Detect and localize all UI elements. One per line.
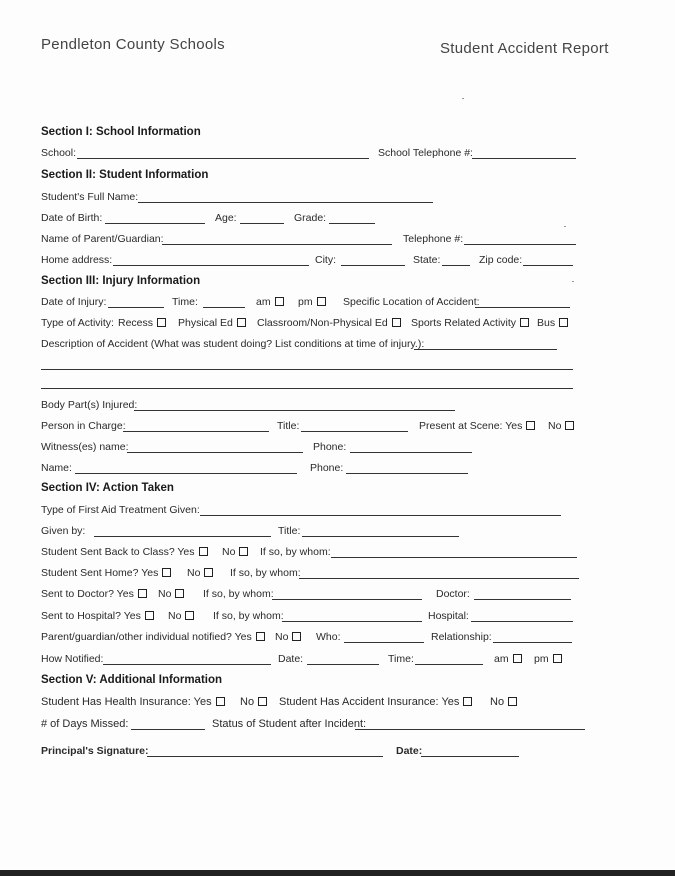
doctor-label: Doctor: xyxy=(436,588,470,600)
sent-doctor-yes-checkbox[interactable] xyxy=(138,589,147,598)
hospital-field[interactable] xyxy=(471,621,573,622)
classroom-option[interactable] xyxy=(257,317,401,329)
sent-hospital-no-option[interactable] xyxy=(168,610,194,622)
sent-home-label: Student Sent Home? Yes xyxy=(41,567,159,579)
back-class-no-option[interactable] xyxy=(222,546,248,558)
notified-am-label: am xyxy=(494,653,509,665)
location-field[interactable] xyxy=(475,307,570,308)
relationship-field[interactable] xyxy=(493,642,572,643)
notified-label: Parent/guardian/other individual notified? Yes xyxy=(41,631,252,643)
status-after-label: Status of Student after Incident: xyxy=(212,718,367,730)
injury-time-label: Time: xyxy=(172,296,198,308)
witness-2-name-field[interactable] xyxy=(75,473,297,474)
sent-home-yes-option[interactable] xyxy=(41,567,171,579)
accident-ins-no-option[interactable] xyxy=(490,696,517,708)
state-field[interactable] xyxy=(442,265,470,266)
health-ins-yes-checkbox[interactable] xyxy=(216,697,225,706)
school-phone-field[interactable] xyxy=(472,158,576,159)
witness-label: Witness(es) name: xyxy=(41,441,129,453)
classroom-label: Classroom/Non-Physical Ed xyxy=(257,317,388,329)
doctor-field[interactable] xyxy=(474,599,571,600)
notified-pm-option[interactable] xyxy=(534,653,562,665)
home-address-field[interactable] xyxy=(113,265,309,266)
health-ins-no-checkbox[interactable] xyxy=(258,697,267,706)
body-parts-label: Body Part(s) Injured: xyxy=(41,399,138,411)
sports-label: Sports Related Activity xyxy=(411,317,517,329)
section-5-heading: Section V: Additional Information xyxy=(41,674,223,686)
witness-2-phone-label: Phone: xyxy=(310,462,344,474)
who-label: Who: xyxy=(316,631,341,643)
pe-option[interactable] xyxy=(178,317,246,329)
school-phone-label: School Telephone #: xyxy=(378,147,473,159)
present-no-option[interactable] xyxy=(548,420,574,432)
full-name-field[interactable] xyxy=(138,202,433,203)
first-aid-label: Type of First Aid Treatment Given: xyxy=(41,504,200,516)
health-ins-no-label: No xyxy=(240,696,255,708)
hospital-label: Hospital: xyxy=(428,610,469,622)
body-parts-field[interactable] xyxy=(134,410,455,411)
recess-checkbox[interactable] xyxy=(157,318,166,327)
sent-doctor-yes-option[interactable] xyxy=(41,588,147,600)
person-title-label: Title: xyxy=(277,420,300,432)
bus-checkbox[interactable] xyxy=(559,318,568,327)
am-label: am xyxy=(256,296,271,308)
sent-doctor-label: Sent to Doctor? Yes xyxy=(41,588,134,600)
given-by-title-field[interactable] xyxy=(302,536,459,537)
first-aid-field[interactable] xyxy=(200,515,561,516)
sent-home-no-checkbox[interactable] xyxy=(204,568,213,577)
recess-label: Recess xyxy=(118,317,154,329)
sports-option[interactable] xyxy=(411,317,529,329)
city-label: City: xyxy=(315,254,336,266)
given-by-title-label: Title: xyxy=(278,525,301,537)
location-label: Specific Location of Accident: xyxy=(343,296,480,308)
notified-am-checkbox[interactable] xyxy=(513,654,522,663)
description-field[interactable] xyxy=(414,349,557,350)
back-class-yes-option[interactable] xyxy=(41,546,208,558)
home-address-label: Home address: xyxy=(41,254,113,266)
zip-label: Zip code: xyxy=(479,254,523,266)
sent-doctor-no-label: No xyxy=(158,588,172,600)
sent-hospital-no-checkbox[interactable] xyxy=(185,611,194,620)
scan-speck xyxy=(462,98,464,99)
accident-ins-yes-checkbox[interactable] xyxy=(463,697,472,706)
state-label: State: xyxy=(413,254,441,266)
present-no-label: No xyxy=(548,420,562,432)
how-notified-field[interactable] xyxy=(103,664,271,665)
notified-am-option[interactable] xyxy=(494,653,522,665)
notified-time-label: Time: xyxy=(388,653,414,665)
witness-phone-field[interactable] xyxy=(350,452,472,453)
notified-yes-checkbox[interactable] xyxy=(256,632,265,641)
witness-field[interactable] xyxy=(127,452,303,453)
back-class-no-checkbox[interactable] xyxy=(239,547,248,556)
section-2-heading: Section II: Student Information xyxy=(41,169,209,181)
back-class-label: Student Sent Back to Class? Yes xyxy=(41,546,195,558)
witness-phone-label: Phone: xyxy=(313,441,347,453)
notified-time-field[interactable] xyxy=(415,664,483,665)
notified-no-option[interactable] xyxy=(275,631,301,643)
school-field[interactable] xyxy=(77,158,369,159)
sent-hospital-yes-option[interactable] xyxy=(41,610,154,622)
activity-label: Type of Activity: xyxy=(41,317,114,329)
dob-label: Date of Birth: xyxy=(41,212,103,224)
age-label: Age: xyxy=(215,212,237,224)
classroom-checkbox[interactable] xyxy=(392,318,401,327)
signature-date-label: Date: xyxy=(396,745,423,757)
sent-hospital-whom-field[interactable] xyxy=(282,621,422,622)
sent-home-yes-checkbox[interactable] xyxy=(162,568,171,577)
parent-phone-field[interactable] xyxy=(464,244,576,245)
recess-option[interactable] xyxy=(118,317,166,329)
sent-home-no-label: No xyxy=(187,567,201,579)
notified-pm-checkbox[interactable] xyxy=(553,654,562,663)
witness-2-name-label: Name: xyxy=(41,462,72,474)
accident-ins-no-checkbox[interactable] xyxy=(508,697,517,706)
pe-checkbox[interactable] xyxy=(237,318,246,327)
notified-no-checkbox[interactable] xyxy=(292,632,301,641)
present-label: Present at Scene: Yes xyxy=(419,420,523,432)
am-checkbox[interactable] xyxy=(275,297,284,306)
sent-doctor-no-checkbox[interactable] xyxy=(175,589,184,598)
sent-hospital-whom-label: If so, by whom: xyxy=(213,610,284,622)
health-ins-yes-option[interactable] xyxy=(41,696,225,708)
status-after-field[interactable] xyxy=(355,729,585,730)
back-class-no-label: No xyxy=(222,546,236,558)
parent-name-field[interactable] xyxy=(162,244,392,245)
full-name-label: Student's Full Name: xyxy=(41,191,139,203)
scan-edge xyxy=(0,870,675,876)
present-yes-option[interactable] xyxy=(419,420,535,432)
section-3-heading: Section III: Injury Information xyxy=(41,275,201,287)
injury-date-field[interactable] xyxy=(108,307,164,308)
pe-label: Physical Ed xyxy=(178,317,233,329)
given-by-label: Given by: xyxy=(41,525,86,537)
sports-checkbox[interactable] xyxy=(520,318,529,327)
present-yes-checkbox[interactable] xyxy=(526,421,535,430)
how-notified-label: How Notified: xyxy=(41,653,104,665)
accident-ins-no-label: No xyxy=(490,696,505,708)
parent-name-label: Name of Parent/Guardian: xyxy=(41,233,164,245)
sent-home-no-option[interactable] xyxy=(187,567,213,579)
description-line-3[interactable] xyxy=(41,388,573,389)
relationship-label: Relationship: xyxy=(431,631,492,643)
health-ins-label: Student Has Health Insurance: Yes xyxy=(41,696,212,708)
notified-no-label: No xyxy=(275,631,289,643)
principal-signature-label: Principal's Signature: xyxy=(41,745,149,757)
pm-checkbox[interactable] xyxy=(317,297,326,306)
injury-time-field[interactable] xyxy=(203,307,245,308)
sent-doctor-no-option[interactable] xyxy=(158,588,184,600)
person-title-field[interactable] xyxy=(301,431,408,432)
days-missed-label: # of Days Missed: xyxy=(41,718,129,730)
scan-speck xyxy=(572,281,574,282)
city-field[interactable] xyxy=(341,265,405,266)
health-ins-no-option[interactable] xyxy=(240,696,267,708)
present-no-checkbox[interactable] xyxy=(565,421,574,430)
notified-yes-option[interactable] xyxy=(41,631,265,643)
parent-phone-label: Telephone #: xyxy=(403,233,464,245)
description-line-2[interactable] xyxy=(41,369,573,370)
notified-date-field[interactable] xyxy=(307,664,379,665)
accident-ins-yes-option[interactable] xyxy=(279,696,472,708)
notified-date-label: Date: xyxy=(278,653,304,665)
sent-hospital-label: Sent to Hospital? Yes xyxy=(41,610,141,622)
injury-date-label: Date of Injury: xyxy=(41,296,107,308)
description-label: Description of Accident (What was student doing? List conditions at time of injury.): xyxy=(41,338,425,350)
person-charge-label: Person in Charge: xyxy=(41,420,126,432)
school-label: School: xyxy=(41,147,77,159)
sent-home-whom-label: If so, by whom: xyxy=(230,567,301,579)
form-title: Student Accident Report xyxy=(440,40,609,57)
pm-label: pm xyxy=(298,296,313,308)
sent-hospital-no-label: No xyxy=(168,610,182,622)
witness-2-phone-field[interactable] xyxy=(346,473,468,474)
who-field[interactable] xyxy=(344,642,424,643)
sent-home-whom-field[interactable] xyxy=(299,578,579,579)
pm-option[interactable] xyxy=(298,296,326,308)
grade-field[interactable] xyxy=(329,223,375,224)
school-district-name: Pendleton County Schools xyxy=(41,36,225,53)
zip-field[interactable] xyxy=(523,265,573,266)
sent-doctor-whom-field[interactable] xyxy=(272,599,422,600)
back-class-whom-field[interactable] xyxy=(331,557,577,558)
given-by-field[interactable] xyxy=(94,536,271,537)
principal-signature-field[interactable] xyxy=(147,756,383,757)
back-class-whom-label: If so, by whom: xyxy=(260,546,331,558)
bus-option[interactable] xyxy=(537,317,568,329)
grade-label: Grade: xyxy=(294,212,327,224)
section-4-heading: Section IV: Action Taken xyxy=(41,482,174,494)
signature-date-field[interactable] xyxy=(421,756,519,757)
accident-ins-label: Student Has Accident Insurance: Yes xyxy=(279,696,460,708)
section-1-heading: Section I: School Information xyxy=(41,126,201,138)
days-missed-field[interactable] xyxy=(131,729,205,730)
person-charge-field[interactable] xyxy=(123,431,269,432)
back-class-yes-checkbox[interactable] xyxy=(199,547,208,556)
dob-field[interactable] xyxy=(105,223,205,224)
sent-doctor-whom-label: If so, by whom: xyxy=(203,588,274,600)
bus-label: Bus xyxy=(537,317,556,329)
sent-hospital-yes-checkbox[interactable] xyxy=(145,611,154,620)
am-option[interactable] xyxy=(256,296,284,308)
age-field[interactable] xyxy=(240,223,284,224)
scan-speck xyxy=(564,226,566,227)
notified-pm-label: pm xyxy=(534,653,549,665)
